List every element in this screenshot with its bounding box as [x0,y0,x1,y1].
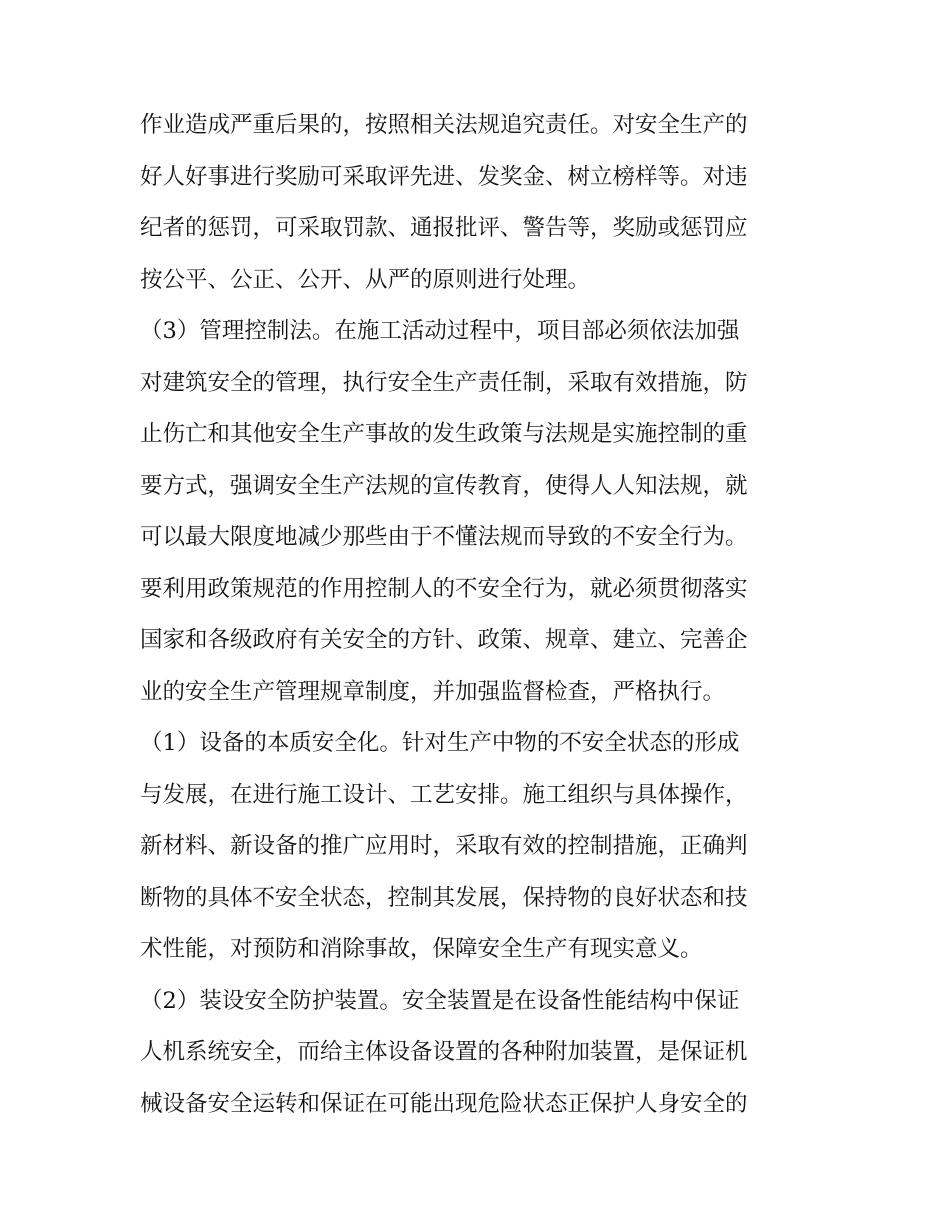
text-line: 好人好事进行奖励可采取评先进、发奖金、树立榜样等。对违 [140,163,748,190]
text-line: 业的安全生产管理规章制度，并加强监督检查，严格执行。 [140,678,726,705]
text-line: 可以最大限度地减少那些由于不懂法规而导致的不安全行为。 [140,524,748,550]
text-line: 要利用政策规范的作用控制人的不安全行为，就必须贯彻落实 [140,575,748,602]
text-line: 与发展，在进行施工设计、工艺安排。施工组织与具体操作， [140,781,748,808]
text-line: 断物的具体不安全状态，控制其发展，保持物的良好状态和技 [140,884,748,911]
text-line: 术性能，对预防和消除事故，保障安全生产有现实意义。 [140,936,703,962]
text-line: 要方式，强调安全生产法规的宣传教育，使得人人知法规，就 [140,472,748,499]
text-line: （2）装设安全防护装置。安全装置是在设备性能结构中保证 [140,987,740,1014]
text-line: 械设备安全运转和保证在可能出现危险状态正保护人身安全的 [140,1090,748,1117]
text-line: 止伤亡和其他安全生产事故的发生政策与法规是实施控制的重 [140,421,748,447]
text-line: 国家和各级政府有关安全的方针、政策、规章、建立、完善企 [140,627,748,653]
text-line: 对建筑安全的管理，执行安全生产责任制，采取有效措施，防 [140,369,748,396]
text-line: （3）管理控制法。在施工活动过程中，项目部必须依法加强 [140,318,740,344]
text-line: 新材料、新设备的推广应用时，采取有效的控制措施，正确判 [140,833,748,859]
text-line: 按公平、公正、公开、从严的原则进行处理。 [140,266,591,293]
text-line: 作业造成严重后果的，按照相关法规追究责任。对安全生产的 [140,112,748,138]
body-text [140,100,815,1130]
text-line: 人机系统安全，而给主体设备设置的各种附加装置，是保证机 [140,1039,748,1065]
text-line: 纪者的惩罚，可采取罚款、通报批评、警告等，奖励或惩罚应 [140,215,748,241]
text-line: （1）设备的本质安全化。针对生产中物的不安全状态的形成 [140,730,740,756]
